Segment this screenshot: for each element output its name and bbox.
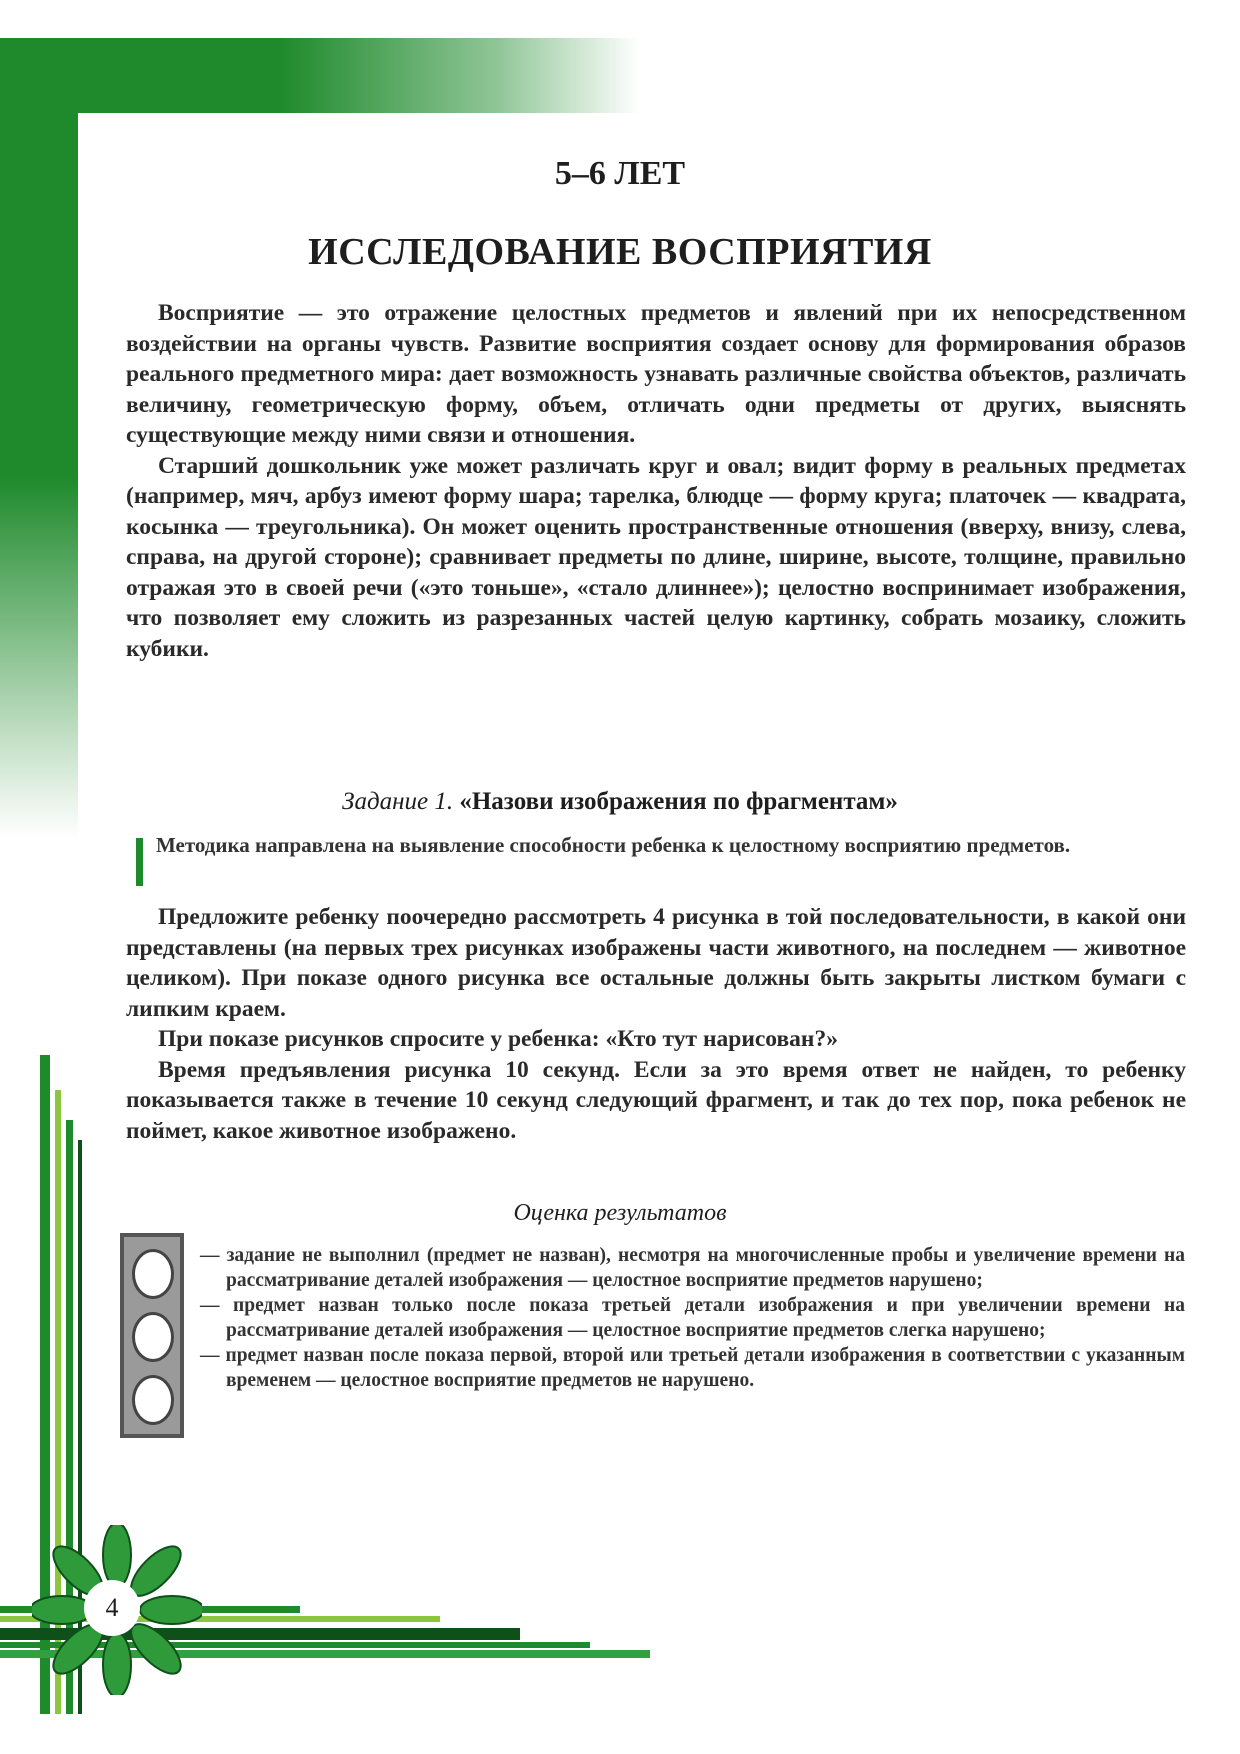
evaluation-list <box>200 1243 1185 1393</box>
page-number: 4 <box>84 1580 140 1636</box>
evaluation-title: Оценка результатов <box>513 1200 727 1226</box>
intro-text <box>126 298 1186 664</box>
task-label: Задание 1. <box>342 788 454 815</box>
paragraph: Предложите ребенку поочередно рассмотреть 4 рисунка в той последовательности, в какой они представлены (на первых трех рисунках изображены части животного, на последнем — животное целиком). При показе одного рисунка все остальные должны быть закрыты листком бумаги с липким краем. <box>126 904 1186 1022</box>
evaluation-item: — предмет назван только после показа третьей детали изображения и при увеличении времени на рассматривание деталей изображения — целостное восприятие предметов слегка нарушено; <box>200 1295 1185 1341</box>
evaluation-item: — задание не выполнил (предмет не назван), несмотря на многочисленные пробы и увеличение времени на рассматривание деталей изображения — целостное восприятие предметов нарушено; <box>200 1245 1185 1291</box>
instructions <box>126 902 1186 1146</box>
paragraph: Восприятие — это отражение целостных предметов и явлений при их непосредственном воздействии на органы чувств. Развитие восприятия создает основу для формирования образов реального предметного мира: дает возможность узнавать различные свойства объектов, различать величину, геометрическую форму, объем, отличать одни предметы от других, выяснять существующие между ними связи и отношения. <box>126 300 1186 448</box>
section-title: ИССЛЕДОВАНИЕ ВОСПРИЯТИЯ <box>308 231 932 273</box>
method-text: Методика направлена на выявление способности ребенка к целостному восприятию предметов. <box>156 833 1071 857</box>
task-heading <box>0 788 1240 816</box>
top-green-band <box>0 38 800 113</box>
task-title: «Назови изображения по фрагментам» <box>459 788 898 815</box>
age-title: 5–6 ЛЕТ <box>554 155 686 192</box>
traffic-light-icon <box>120 1233 184 1438</box>
paragraph: Время предъявления рисунка 10 секунд. Если за это время ответ не найден, то ребенку показывается также в течение 10 секунд следующий фрагмент, и так до тех пор, пока ребенок не поймет, какое животное изображено. <box>126 1056 1186 1144</box>
paragraph: При показе рисунков спросите у ребенка: «Кто тут нарисован?» <box>158 1026 838 1052</box>
method-marker <box>136 838 143 886</box>
evaluation-item: — предмет назван после показа первой, второй или третьей детали изображения в соответствии с указанным временем — целостное восприятие предметов не нарушено. <box>200 1345 1185 1391</box>
paragraph: Старший дошкольник уже может различать круг и овал; видит форму в реальных предметах (например, мяч, арбуз имеют форму шара; тарелка, блюдце — форму круга; платочек — квадрата, косынка — треугольника). Он может оценить пространственные отношения (вверху, внизу, слева, справа, на другой стороне); сравнивает предметы по длине, ширине, высоте, толщине, правильно отражая это в своей речи («это тоньше», «стало длиннее»); целостно воспринимает изображения, что позволяет ему сложить из разрезанных частей целую картинку, собрать мозаику, сложить кубики. <box>126 452 1186 662</box>
